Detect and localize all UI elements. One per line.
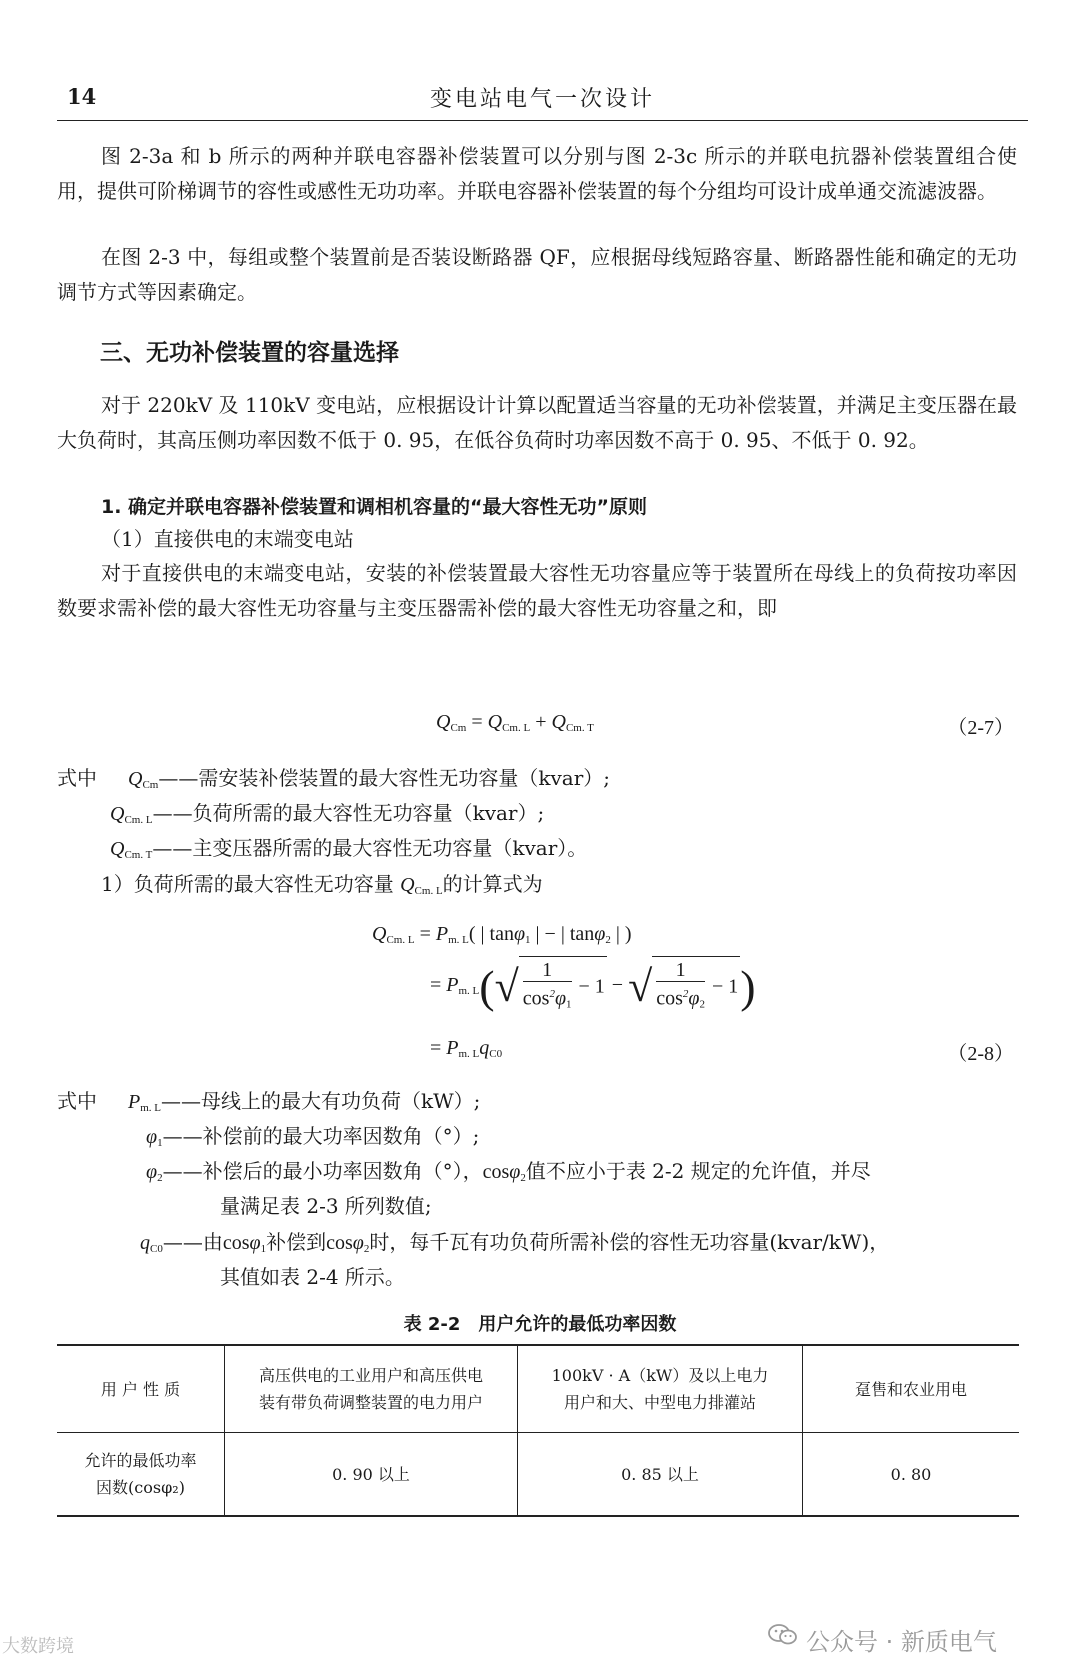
wechat-icon — [768, 1623, 798, 1645]
where2-line-3-cont: 量满足表 2-3 所列数值; — [220, 1194, 432, 1218]
cell-value-1: 0. 90 以上 — [225, 1433, 518, 1517]
paragraph-1: 图 2-3a 和 b 所示的两种并联电容器补偿装置可以分别与图 2-3c 所示的并联电抗器补偿装置组合使用，提供可阶梯调节的容性或感性无功功率。并联电容器补偿装置的每个分组均可设计成单通交流滤波器。 — [57, 144, 1017, 203]
header-cell-100kva: 100kV · A（kW）及以上电力 用户和大、中型电力排灌站 — [518, 1345, 803, 1433]
table-row — [57, 1433, 1019, 1517]
table-caption: 表 2-2 用户允许的最低功率因数 — [403, 1314, 677, 1335]
page-number: 14 — [67, 84, 97, 109]
book-title: 变电站电气一次设计 — [429, 87, 655, 112]
where-prefix-1: 式中 — [57, 766, 97, 790]
equation-2-8-line-1: $Q_{Cm. L} = P_{m. L}$( | tanφ$_1$ | − | tanφ$_2$ | ) — [372, 923, 632, 946]
where-prefix-2: 式中 — [57, 1089, 97, 1113]
where1-line-1: $Q_{Cm}——$需安装补偿装置的最大容性无功容量（kvar）; — [128, 766, 610, 791]
where2-line-1: $P_{m. L}——$母线上的最大有功负荷（kW）; — [128, 1089, 481, 1114]
cell-value-3: 0. 80 — [803, 1433, 1020, 1517]
subsubsection-heading: （1）直接供电的末端变电站 — [101, 527, 354, 551]
where2-line-2: $\varphi_1——$补偿前的最大功率因数角（°）; — [146, 1124, 480, 1149]
where1-line-3: $Q_{Cm. T}——$主变压器所需的最大容性无功容量（kvar）。 — [110, 836, 588, 861]
corner-watermark: 大数跨境 — [2, 1636, 74, 1657]
where1-line-2: $Q_{Cm. L}——$负荷所需的最大容性无功容量（kvar）; — [110, 801, 545, 826]
wechat-watermark: 公众号 · 新质电气 — [806, 1628, 997, 1656]
section-heading: 三、无功补偿装置的容量选择 — [100, 340, 399, 366]
where2-line-4: $q_{C0}——$由cosφ$_1$补偿到cosφ$_2$时，每千瓦有功负荷所需补偿的容性无功容量(kvar/kW)， — [140, 1230, 890, 1255]
where2-line-3: $\varphi_2——$补偿后的最小功率因数角（°），cosφ$_2$值不应小于表 2-2 规定的允许值，并尽 — [146, 1159, 871, 1184]
cell-value-2: 0. 85 以上 — [518, 1433, 803, 1517]
paragraph-3: 对于 220kV 及 110kV 变电站，应根据设计计算以配置适当容量的无功补偿装置，并满足主变压器在最大负荷时，其高压侧功率因数不低于 0. 95，在低谷负荷时功率因数不高于 0. 95、不低于 0. 92。 — [57, 393, 1017, 452]
paragraph-4: 对于直接供电的末端变电站，安装的补偿装置最大容性无功容量应等于装置所在母线上的负荷按功率因数要求需补偿的最大容性无功容量与主变压器需补偿的最大容性无功容量之和，即 — [57, 561, 1017, 620]
table-header-row — [57, 1345, 1019, 1433]
header-cell-user-type: 用 户 性 质 — [57, 1345, 225, 1433]
header-cell-agriculture: 趸售和农业用电 — [803, 1345, 1020, 1433]
equation-number-2-7: （2-7） — [947, 717, 1014, 739]
equation-number-2-8: （2-8） — [947, 1043, 1014, 1065]
where2-line-4-cont: 其值如表 2-4 所示。 — [220, 1265, 405, 1289]
subsection-heading: 1. 确定并联电容器补偿装置和调相机容量的“最大容性无功”原则 — [101, 496, 648, 518]
paragraph-2: 在图 2-3 中，每组或整个装置前是否装设断路器 QF，应根据母线短路容量、断路器性能和确定的无功调节方式等因素确定。 — [57, 245, 1017, 304]
header-cell-high-voltage: 高压供电的工业用户和高压供电 装有带负荷调整装置的电力用户 — [225, 1345, 518, 1433]
page-header — [57, 76, 1028, 121]
table-2-2 — [57, 1344, 1019, 1517]
equation-2-8-line-2: = $P_{m. L}(√$ $\frac{1}{\cos^2\varphi_1}$ − 1 − √ $\frac{1}{\cos^2\varphi_2}$ − 1) — [430, 956, 756, 1017]
equation-2-7: $Q_{Cm} = Q_{Cm. L} + Q_{Cm. T}$ — [436, 711, 594, 734]
row-label-min-power-factor: 允许的最低功率 因数(cosφ₂) — [57, 1433, 225, 1517]
item-1: 1）负荷所需的最大容性无功容量 $Q_{Cm. L}$的计算式为 — [101, 872, 543, 897]
equation-2-8-line-3: = $P_{m. L}q_{C0}$ — [430, 1037, 503, 1060]
